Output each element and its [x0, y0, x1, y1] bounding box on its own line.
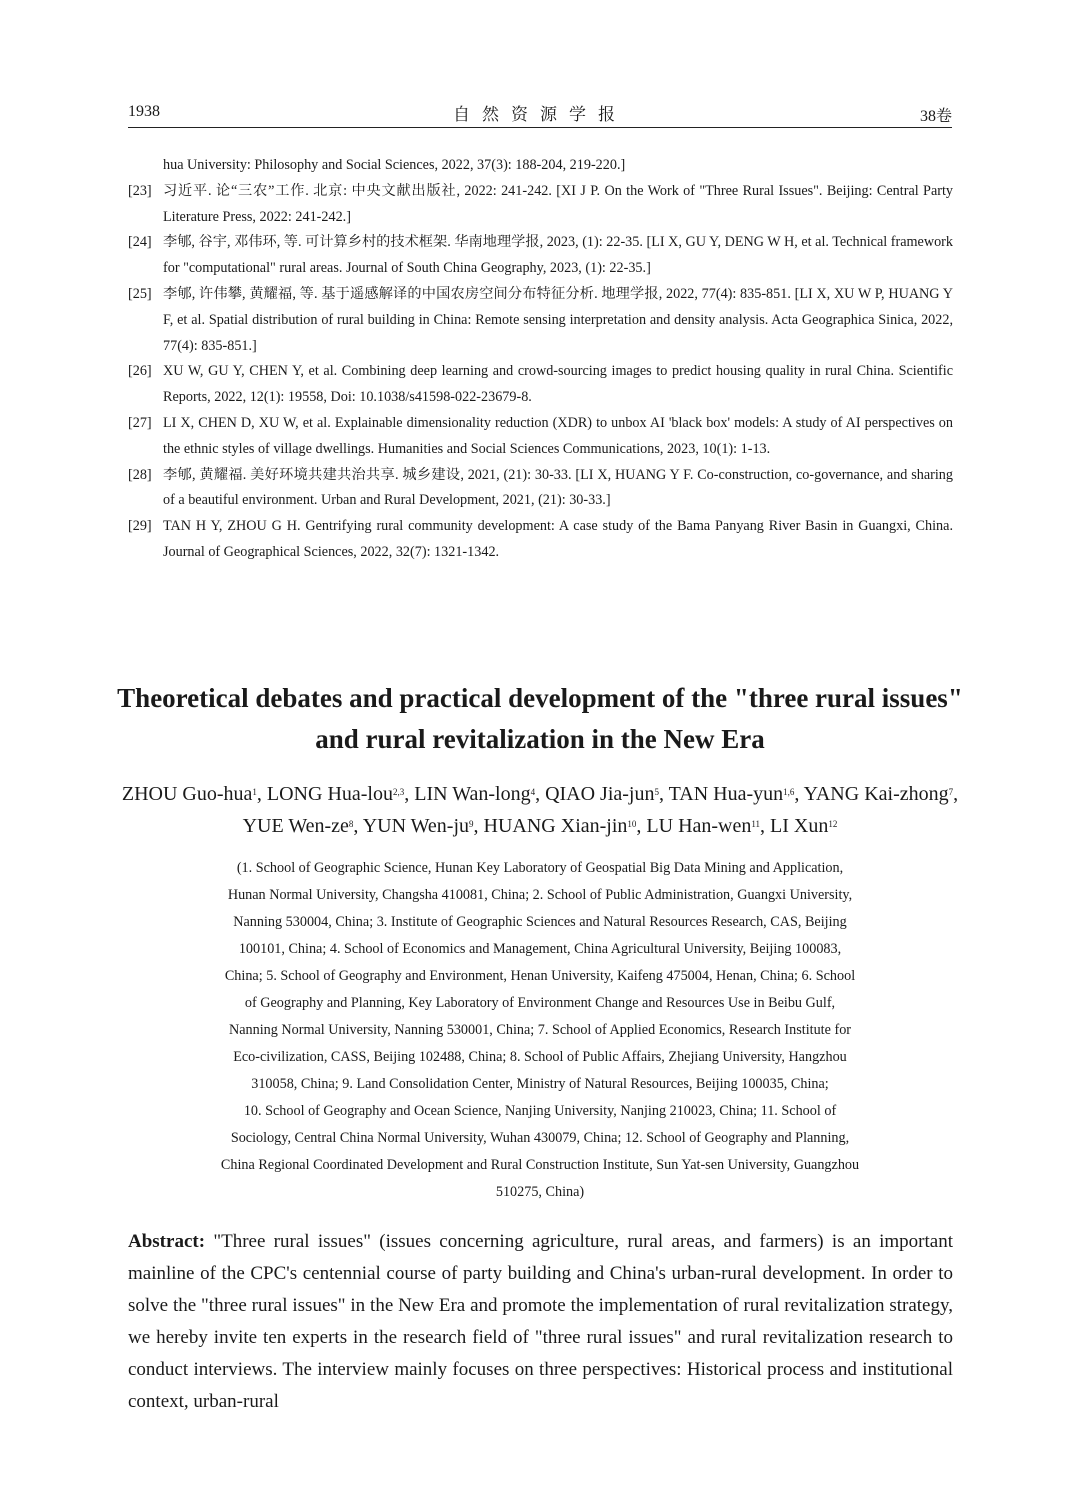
author-affiliation-mark: 9 [469, 819, 474, 829]
running-header [128, 100, 952, 128]
reference-item [128, 282, 953, 359]
author-affiliation-mark: 5 [654, 787, 659, 797]
reference-text: 李郇, 黄耀福. 美好环境共建共治共享. 城乡建设, 2021, (21): 30-33. [LI X, HUANG Y F. Co-construction, co-governance, and sharing of a beautiful environment. Urban and Rural Development, 2021, (21): 30-33.] [163, 466, 953, 509]
reference-text: 李郇, 许伟攀, 黄耀福, 等. 基于遥感解译的中国农房空间分布特征分析. 地理学报, 2022, 77(4): 835-851. [LI X, XU W P, HUANG Y F, et al. Spatial distribution of rural building in China: Remote sensing interpretation and density analysis. Acta Geographica Sinica, 2022, 77(4): 835-851.] [163, 285, 953, 354]
author-name: LIN Wan-long [414, 783, 531, 805]
author-name: TAN Hua-yun [668, 783, 784, 805]
journal-name: 自然资源学报 [453, 105, 627, 124]
reference-item [128, 179, 953, 231]
reference-item [128, 411, 953, 463]
author-list: ZHOU Guo-hua$^1$, LONG Hua-lou$^{2,3}$, LIN Wan-long$^4$, QIAO Jia-jun$^5$, TAN Hua-yun$^{1,6}$, YANG Kai-zhong$^7$, YUE Wen-$ze^8$, YUN Wen-$ju^9$, HUANG Xian-jin$^{10}$, LU Han-wen$^{11}$, LI Xun$^{12}$ [121, 783, 959, 837]
reference-text: 习近平. 论“三农”工作. 北京: 中央文献出版社, 2022: 241-242. [XI J P. On the Work of "Three Rural Issues". Beijing: Central Party Literature Press, 2022: 241-242.] [163, 182, 953, 225]
affiliation-line: Hunan Normal University, Changsha 410081, China; 2. School of Public Administration, Guangxi University, [227, 887, 853, 903]
reference-number: [25] [128, 285, 152, 302]
author-name: ZHOU Guo-hua [121, 783, 253, 805]
affiliation-line: Eco-civilization, CASS, Beijing 102488, China; 8. School of Public Affairs, Zhejiang University, Hangzhou [233, 1049, 847, 1065]
affiliation-line: 310058, China; 9. Land Consolidation Center, Ministry of Natural Resources, Beijing 100035, China; [251, 1076, 829, 1092]
reference-text: 李郇, 谷宇, 邓伟环, 等. 可计算乡村的技术框架. 华南地理学报, 2023, (1): 22-35. [LI X, GU Y, DENG W H, et al. Technical framework for "computational" rural areas. Journal of South China Geography, 2023, (1): 22-35.] [163, 234, 953, 277]
affiliation-line: Nanning 530004, China; 3. Institute of Geographic Sciences and Natural Resources Research, CAS, Beijing [233, 914, 847, 930]
reference-text: TAN H Y, ZHOU G H. Gentrifying rural community development: A case study of the Bama Panyang River Basin in Guangxi, China. Journal of Geographical Sciences, 2022, 32(7): 1321-1342. [163, 518, 953, 560]
author-affiliation-mark: 12 [828, 819, 838, 829]
abstract-label: Abstract: [128, 1231, 206, 1252]
author-affiliation-mark: 8 [348, 819, 354, 829]
abstract-paragraph [128, 1226, 953, 1418]
reference-item [128, 359, 953, 411]
author-affiliation-mark: 11 [751, 819, 761, 829]
reference-item [128, 230, 953, 282]
paper-title: Theoretical debates and practical development of the "three rural issues" and rural revitalization in the New Era [117, 683, 963, 754]
affiliation-line: 100101, China; 4. School of Economics and Management, China Agricultural University, Beijing 100083, [238, 941, 842, 957]
author-name: LU Han-wen [646, 815, 752, 837]
reference-number: [29] [128, 518, 152, 535]
author-name: YUN Wen-ju [362, 815, 470, 837]
reference-list [128, 153, 953, 566]
reference-number: [28] [128, 466, 152, 483]
page-number: 1938 [128, 103, 160, 120]
reference-text: hua University: Philosophy and Social Sciences, 2022, 37(3): 188-204, 219-220.] [163, 157, 626, 173]
affiliation-line: China Regional Coordinated Development and Rural Construction Institute, Sun Yat-sen University, Guangzhou [220, 1157, 860, 1173]
affiliation-line: Nanning Normal University, Nanning 530001, China; 7. School of Applied Economics, Research Institute for [228, 1022, 852, 1038]
author-affiliation-mark: 7 [948, 787, 954, 797]
reference-item [128, 463, 953, 515]
author-affiliation-mark: 1 [252, 787, 257, 797]
volume-label: 38卷 [919, 108, 952, 125]
reference-item [128, 514, 953, 566]
author-affiliation-mark: 4 [530, 787, 536, 797]
author-name: LONG Hua-lou [266, 783, 393, 805]
affiliation-block [160, 855, 920, 1206]
author-affiliation-mark: 2,3 [392, 787, 405, 797]
reference-item [128, 153, 953, 179]
reference-number: [24] [128, 234, 152, 251]
affiliation-line: (1. School of Geographic Science, Hunan Key Laboratory of Geospatial Big Data Mining and Application, [236, 860, 844, 876]
reference-number: [26] [128, 363, 152, 380]
author-affiliation-mark: 1,6 [783, 787, 795, 797]
affiliation-line: China; 5. School of Geography and Environment, Henan University, Kaifeng 475004, Henan, China; 6. School [224, 968, 856, 984]
author-name: YUE Wen-ze [242, 815, 349, 837]
affiliation-line: 10. School of Geography and Ocean Science, Nanjing University, Nanjing 210023, China; 11. School of [243, 1103, 837, 1119]
reference-text: XU W, GU Y, CHEN Y, et al. Combining deep learning and crowd-sourcing images to predict housing quality in rural China. Scientific Reports, 2022, 12(1): 19558, Doi: 10.1038/s41598-022-23679-8. [163, 363, 953, 406]
abstract-text: "Three rural issues" (issues concerning agriculture, rural areas, and farmers) is an important mainline of the CPC's centennial course of party building and China's urban-rural development. In order to solve the "three rural issues" in the New Era and promote the implementation of rural revitalization strategy, we hereby invite ten experts in the research field of "three rural issues" and rural revitalization research to conduct interviews. The interview mainly focuses on three perspectives: Historical process and institutional context, urban-rural [128, 1231, 953, 1412]
affiliation-line: 510275, China) [495, 1184, 585, 1200]
reference-text: LI X, CHEN D, XU W, et al. Explainable dimensionality reduction (XDR) to unbox AI 'black box' models: A study of AI perspectives on the ethnic styles of village dwellings. Humanities and Social Sciences Communications, 2023, 10(1): 1-13. [163, 414, 953, 457]
reference-number: [27] [128, 414, 152, 431]
author-name: LI Xun [770, 815, 829, 837]
affiliation-line: of Geography and Planning, Key Laboratory of Environment Change and Resources Use in Beibu Gulf, [244, 995, 836, 1011]
author-name: YANG Kai-zhong [803, 783, 949, 805]
author-name: HUANG Xian-jin [483, 815, 628, 837]
reference-number: [23] [128, 182, 152, 199]
author-name: QIAO Jia-jun [545, 783, 655, 805]
author-affiliation-mark: 10 [627, 819, 637, 829]
affiliation-line: Sociology, Central China Normal University, Wuhan 430079, China; 12. School of Geography and Planning, [230, 1130, 850, 1146]
